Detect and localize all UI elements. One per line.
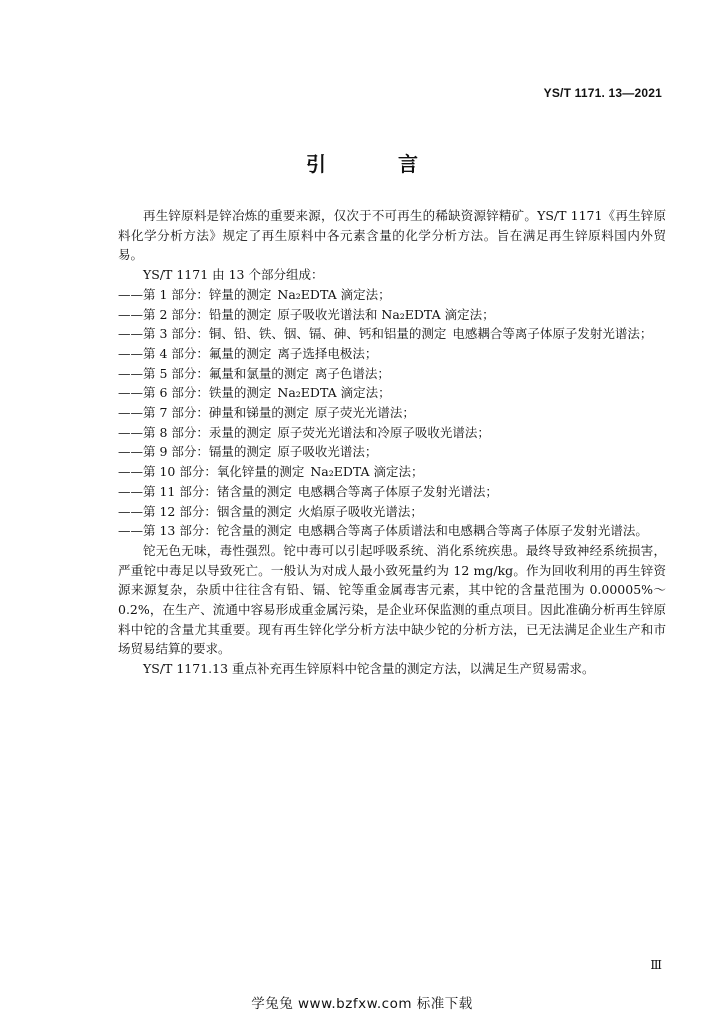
- part-label: ——第 9 部分：镉量的测定: [118, 444, 272, 460]
- part-method: 火焰原子吸收光谱法；: [297, 503, 423, 519]
- page-title: 引 言: [306, 152, 444, 176]
- part-method: Na₂EDTA 滴定法；: [277, 385, 391, 401]
- part-label: ——第 1 部分：锌量的测定: [118, 286, 272, 302]
- part-method: 电感耦合等离子体原子发射光谱法；: [452, 326, 653, 342]
- part-label: ——第 12 部分：铟含量的测定: [118, 503, 292, 519]
- part-method: Na₂EDTA 滴定法；: [310, 464, 424, 480]
- part-label: ——第 3 部分：铜、铅、铁、铟、镉、砷、钙和铝量的测定: [118, 326, 447, 342]
- intro-paragraph: 再生锌原料是锌冶炼的重要来源，仅次于不可再生的稀缺资源锌精矿。YS/T 1171《再生锌原料化学分析方法》规定了再生原料中各元素含量的化学分析方法。旨在满足再生锌原料国内外贸易。: [118, 208, 666, 263]
- page-number: Ⅲ: [650, 958, 662, 972]
- part-method: 离子色谱法；: [314, 365, 390, 381]
- part-method: 原子吸收光谱法和 Na₂EDTA 滴定法；: [277, 306, 495, 322]
- document-body: [118, 206, 666, 679]
- part-method: 原子荧光光谱法；: [314, 405, 415, 421]
- list-item: [118, 462, 666, 482]
- part-label: ——第 8 部分：汞量的测定: [118, 424, 272, 440]
- part-label: ——第 6 部分：铁量的测定: [118, 385, 272, 401]
- list-item: [118, 344, 666, 364]
- part-label: ——第 11 部分：锗含量的测定: [118, 483, 292, 499]
- footer-watermark: 学兔兔 www.bzfxw.com 标准下载: [251, 996, 473, 1012]
- part-label: ——第 7 部分：砷量和锑量的测定: [118, 405, 309, 421]
- part-method: 电感耦合等离子体原子发射光谱法；: [297, 483, 498, 499]
- list-item: [118, 403, 666, 423]
- list-item: [118, 383, 666, 403]
- part-method: 离子选择电极法；: [277, 345, 378, 361]
- part-label: ——第 2 部分：铅量的测定: [118, 306, 272, 322]
- part-method: Na₂EDTA 滴定法；: [277, 286, 391, 302]
- part-method: 原子荧光光谱法和冷原子吸收光谱法；: [277, 424, 490, 440]
- part-label: ——第 4 部分：氟量的测定: [118, 345, 272, 361]
- part-method: 电感耦合等离子体质谱法和电感耦合等离子体原子发射光谱法。: [297, 523, 648, 539]
- list-item: [118, 285, 666, 305]
- thallium-paragraph: 铊无色无味，毒性强烈。铊中毒可以引起呼吸系统、消化系统疾患。最终导致神经系统损害，严重铊中毒足以导致死亡。一般认为对成人最小致死量约为 12 mg/kg。作为回收利用的再生锌资源来源复杂，杂质中往往含有铅、镉、铊等重金属毒害元素，其中铊的含量范围为 0.00005%～0.2%，在生产、流通中容易形成重金属污染，是企业环保监测的重点项目。因此准确分析再生锌原料中铊的含量尤其重要。现有再生锌化学分析方法中缺少铊的分析方法，已无法满足企业生产和市场贸易结算的要求。: [118, 542, 666, 657]
- list-item: [118, 521, 666, 541]
- list-item: [118, 502, 666, 522]
- list-item: [118, 364, 666, 384]
- list-item: [118, 423, 666, 443]
- list-item: [118, 482, 666, 502]
- parts-list: [118, 285, 666, 541]
- list-item: [118, 324, 666, 344]
- list-item: [118, 442, 666, 462]
- part-label: ——第 10 部分：氧化锌量的测定: [118, 464, 305, 480]
- list-item: [118, 305, 666, 325]
- part-label: ——第 13 部分：铊含量的测定: [118, 523, 292, 539]
- part-method: 原子吸收光谱法；: [277, 444, 378, 460]
- summary-paragraph: YS/T 1171.13 重点补充再生锌原料中铊含量的测定方法，以满足生产贸易需求。: [143, 661, 595, 677]
- part-label: ——第 5 部分：氟量和氯量的测定: [118, 365, 309, 381]
- standard-code: YS/T 1171. 13—2021: [543, 86, 662, 100]
- parts-intro: YS/T 1171 由 13 个部分组成：: [143, 267, 324, 283]
